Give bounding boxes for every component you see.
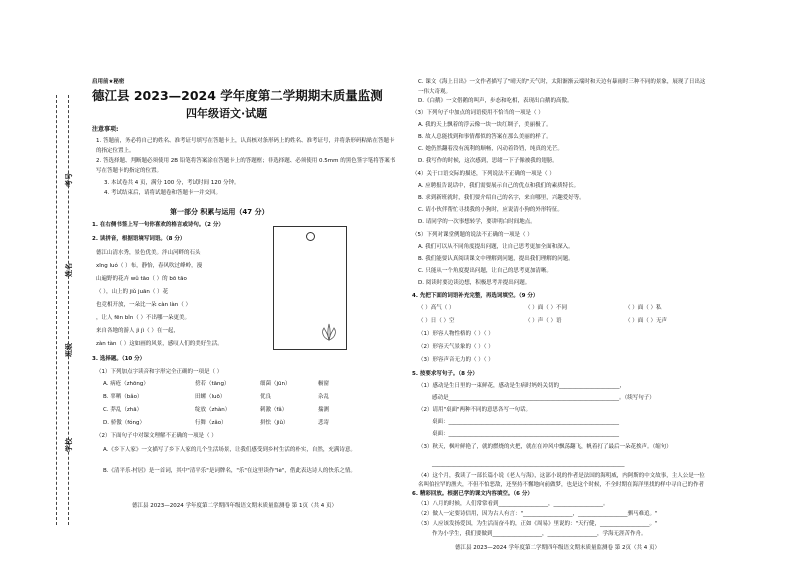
q2-line: xīng luó（ ）布，静怡，春风吹过峰岭，漫 xyxy=(96,263,203,269)
q6-item[interactable]: 作为小学生，我们要做到__________________，__________________，学海无涯苦作舟。 xyxy=(432,531,647,537)
q4-word: （ ）面（ ）无声 xyxy=(625,318,667,324)
q3-1-option-d-word: 悲寄 xyxy=(318,420,330,426)
q5-item[interactable]: ______________________________________________________________________ xyxy=(432,461,625,467)
notes-item-2: 2. 答选择题、判断题必须使用 2B 铅笔将答案涂在答题卡上的答题框；非选择题、必须使用 0.5mm 的黑色签字笔将答案书写在答题卡的指定的位置。 xyxy=(96,158,396,174)
q3-2-option-d[interactable]: D.《白鹅》一文借鹅的叫声，步态和吃相，表现出白鹅的高傲。 xyxy=(418,98,573,104)
q3-4-option-b[interactable]: B. 求到新班就时，我们要介绍自己的名字，来自哪里，兴趣爱好等。 xyxy=(418,195,585,201)
q3-3-option-b[interactable]: B. 故人总能找到和事情都似的答案在那么美丽的样了。 xyxy=(418,134,552,140)
q3-1-text: （1）下列加点字读音和字形完全正确的一项是（ ） xyxy=(96,369,223,375)
q6-item[interactable]: （3）人应该发扬爱国，为生活而奋斗的，正如《周易》里说的："天行健，__________________。" xyxy=(418,521,658,527)
footer-right: 德江县 2023—2024 学年度第二学期四年级语文期末质量监测卷 第 2页（共 4 页） xyxy=(455,545,660,551)
q3-4-option-d[interactable]: D. 请同学的一次事想转学，要讲明白时间地点。 xyxy=(418,219,536,225)
q4-fill[interactable]: （3）形容声音无力的（ ）（ ） xyxy=(418,357,494,363)
q2-line: ，让人 fēn bǐn（ ）不出哪一朵更美。 xyxy=(96,315,191,321)
q3-1-option-d-word: 拼怯（jiǔ） xyxy=(260,420,289,426)
q3-5-option-d[interactable]: D. 阅读时要边读边想，积极思考并提出问题。 xyxy=(418,280,531,286)
q4-fill[interactable]: （1）形容人物性格的（ ）（ ） xyxy=(418,331,494,337)
q3-1-option-c-word: 揣测 xyxy=(318,407,330,413)
q2-line: （ ），山上的 jiǔ juān（ ）花 xyxy=(96,289,169,295)
q2-line: 来自各地的游人 jì jì（ ）在一起， xyxy=(96,328,179,334)
notes-item-4: 4. 考试结束后，请将试题卷和答题卡一并交回。 xyxy=(104,190,221,196)
q3-1-option-a[interactable]: A. 病疮（zhōng） xyxy=(103,381,149,387)
q3-1-option-b-word: 优良 xyxy=(260,394,272,400)
q3-3-option-c[interactable]: C. 她仍然翻着没有流利的顺畅，闪动着铃铛，纯真的光芒。 xyxy=(418,146,563,152)
q6-item[interactable]: （1）八月的时候，人们常常看到__________________，__________________。 xyxy=(418,501,609,507)
q4-word: （ ）面（ ）私 xyxy=(625,305,662,311)
q3-4-text: （4）关于口语交际的描述，下列说法不正确的一项是（ ） xyxy=(412,171,555,177)
q6-item[interactable]: （2）做人一定要诗信用，因为古人有言："__________________，__________________驷马难追。" xyxy=(418,511,658,517)
q3-1-option-b-word: 杂乱 xyxy=(318,394,330,400)
q3-4-option-a[interactable]: A. 应聘报告说话中，我们需要展示自己的优点和我们的素质特长。 xyxy=(418,183,580,189)
q1-text: 1. 在右侧书签上写一句你喜欢的格言或诗句。（2 分） xyxy=(92,222,224,228)
secret-label: 启用前★秘密 xyxy=(92,79,125,85)
q4-fill[interactable]: （2）形容天气景象的（ ）（ ） xyxy=(418,344,494,350)
q3-4-option-c[interactable]: C. 请小伙伴帮忙寻找我的小狗时，应说清小狗的外形特征。 xyxy=(418,207,563,213)
class-label: 班级 xyxy=(65,343,73,357)
q3-5-option-a[interactable]: A. 我们可以从不同角度提出问题，让自己思考更加全面和深入。 xyxy=(418,244,574,250)
q3-5-option-c[interactable]: C. 只能从一个角度提出问题，让自己的思考更加清晰。 xyxy=(418,268,552,274)
q5-text: 5. 按要求写句子。（8 分） xyxy=(412,371,478,377)
notes-heading: 注意事项: xyxy=(92,126,119,133)
q3-2-text: （2）下面句子中对课文理解不正确的一项是（ ） xyxy=(96,433,217,439)
q3-1-option-c-word: 绽放（zhàn） xyxy=(195,407,231,413)
q2-line: 山遍野的花卉 wǔ tāo（ ）的 bō tāo xyxy=(96,276,187,282)
q5-item: （2）请用"桌面"两种不同的意思各写一句话。 xyxy=(418,407,532,413)
q3-1-option-d[interactable]: D. 骄傲（fóng） xyxy=(103,420,146,426)
q2-line: 也竞相开放，一朵比一朵 càn làn（ ） xyxy=(96,302,192,308)
gutter-dashed-line xyxy=(68,95,69,525)
q4-word: （ ）声（ ）语 xyxy=(525,318,562,324)
q4-word: （ ）面（ ）不同 xyxy=(525,305,567,311)
q3-3-option-d[interactable]: D. 我写作的时候，这次感到，思绪一下子像被我的翅膀。 xyxy=(418,158,558,164)
q3-5-text: （5）下列对课堂例题的说法不正确的一项是（ ） xyxy=(412,232,533,238)
part1-heading: 第一部分 积累与运用（47 分） xyxy=(170,208,269,216)
lotus-icon xyxy=(318,322,340,342)
notes-item-1: 1. 答题前，务必将自己的姓名、准考证号填写在答题卡上，认真核对条形码上的姓名、准考证号，并将条形码粘贴在答题卡的指定位置上。 xyxy=(96,138,395,154)
q5-item: （3）秋天，枫叶鲜艳了，就的燃烧的火把，就在在冲风中飘荡翻飞，帆着打了最后一朵花挨声。（缩句） xyxy=(418,444,672,450)
q2-line: zàn tàn（ ）这如画的风景，感叹人们的美好生活。 xyxy=(96,341,223,347)
q5-item[interactable]: 桌面：______________________________________________________________ xyxy=(432,419,620,425)
q4-text: 4. 先把下面的词语补充完整，再选词填空。（9 分） xyxy=(412,293,539,299)
q6-text: 6. 精彩回放。根据已学的课文内容填空。（6 分） xyxy=(412,491,533,497)
school-label: 学校 xyxy=(65,438,73,452)
q3-1-option-d-word: 行舞（zǎo） xyxy=(195,420,227,426)
q3-1-option-c[interactable]: C. 莽乱（zhā） xyxy=(103,407,143,413)
q3-2-option-a[interactable]: A.《乡下人家》一文描写了乡下人家的几个生活场景，让我们感受到乡村生活的朴实，自然，充满诗意。 xyxy=(103,447,356,453)
q3-1-option-a-word: 橱窗 xyxy=(318,381,330,387)
bookmark-hole-icon xyxy=(306,232,315,241)
q3-1-option-a-word: 傍若（tāng） xyxy=(195,381,230,387)
q3-2-option-b[interactable]: B.《清平乐·村居》是一首词，其中"清平乐"是词牌名，"乐"在这里读作"lè"，借此表达诗人的快乐之情。 xyxy=(103,468,356,474)
q3-1-option-b-word: 田螺（luō） xyxy=(195,394,226,400)
q3-1-option-a-word: 细菌（jūn） xyxy=(260,381,291,387)
q3-5-option-b[interactable]: B. 我们能要认真阅读课文中理解到问题，提出我们理解的问题。 xyxy=(418,256,574,262)
q3-3-text: （3）下列句子中加点的词语使用不恰当的一项是（ ） xyxy=(412,110,544,116)
q2-text: 2. 读拼音，根据语境写词语。（8 分） xyxy=(92,236,186,242)
q5-item: （4）这个月，我读了一部长篇小说《老人与海》，这部小说的作者是法国的海明威，内阿斯的中文故事，主人公是一位名叫伯拉罕的渔夫，不但不怕恶敌，还坚持不懈地向前做梦，也是这个时候，不全时期在海洋里找的样中寻自己的作者 xyxy=(418,473,705,488)
q3-3-option-a[interactable]: A. 我的天上飘着的浮云像一块一块红绸子，美丽极了。 xyxy=(418,122,552,128)
gutter-dashed-line xyxy=(56,95,57,525)
q5-item[interactable]: （1）感动是生日里的一束鲜花，感动是生病时妈妈关切的______________________， xyxy=(418,383,626,389)
q5-item[interactable]: 感动是______________________________________________________________。（续写句子） xyxy=(432,395,655,401)
q2-line: 德江山清水秀，景色优美。泮山河畔的石头 xyxy=(96,250,201,256)
q4-word: （ ）高气（ ） xyxy=(418,305,455,311)
footer-left: 德江县 2023—2024 学年度第二学期四年级语文期末质量监测卷 第 1页（共 4 页） xyxy=(132,503,337,509)
q3-1-option-b[interactable]: B. 辜晒（bǎo） xyxy=(103,394,143,400)
notes-item-3: 3. 本试卷共 4 页，满分 100 分，考试时间 120 分钟。 xyxy=(104,180,240,186)
exam-subtitle: 四年级语文·试题 xyxy=(186,107,268,120)
exam-no-label: 考号 xyxy=(65,173,73,187)
q5-item[interactable]: 桌面：______________________________________________________________ xyxy=(432,431,620,437)
bookmark-frame[interactable] xyxy=(273,226,347,350)
name-label: 姓名 xyxy=(65,263,73,277)
exam-title: 德江县 2023—2024 学年度第二学期期末质量监测 xyxy=(92,88,383,103)
q3-1-option-c-word: 刺激（fǎ） xyxy=(260,407,288,413)
q3-2-option-c[interactable]: C. 课文《海上日出》一文作者描写了"晴天的"天气时，太阳渐渐云端时和天边有暴雨时三种不同的景象，展现了日出这一伟大奇观。 xyxy=(418,79,706,95)
q3-text: 3. 选择题。（10 分） xyxy=(92,356,146,362)
q4-word: （ ）日（ ）空 xyxy=(418,318,455,324)
